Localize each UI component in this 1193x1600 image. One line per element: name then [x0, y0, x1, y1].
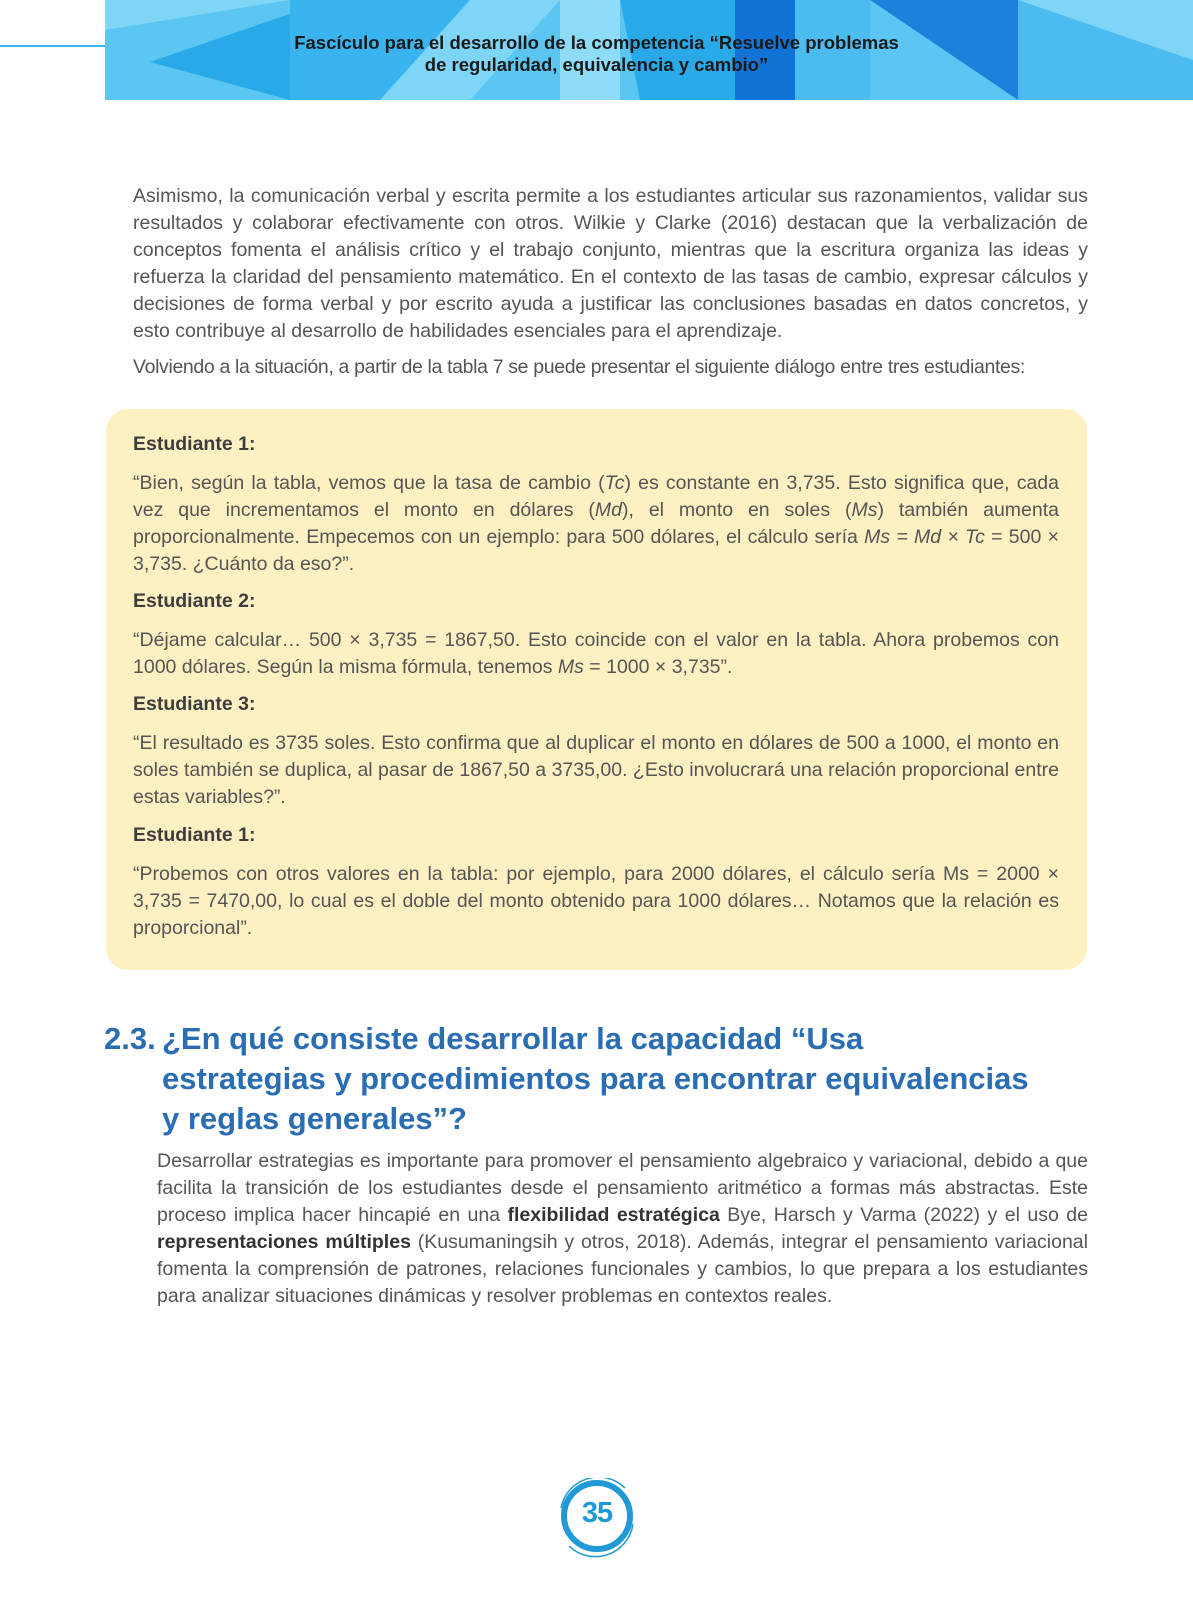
speaker-quote: “El resultado es 3735 soles. Esto confirma que al duplicar el monto en dólares de 500 a 1000, el monto en soles también se duplica, al pasar de 1867,50 a 3735,00. ¿Esto involucrará una relación proporcional entre estas variables?”. — [133, 732, 1059, 808]
running-header-line-1: Fascículo para el desarrollo de la competencia “Resuelve problemas — [294, 32, 899, 53]
section-heading-line-1 — [104, 1019, 1104, 1059]
body-text: (Kusumaningsih y otros, 2018). Además, integrar el pensamiento variacional fomenta la comprensión de patrones, relaciones funcionales y cambios, lo que prepara a los estudiantes para analizar situaciones dinámicas y resolver problemas en contextos reales. — [157, 1231, 1088, 1307]
speaker-quote — [133, 470, 1059, 578]
speaker-label: Estudiante 3: — [133, 693, 256, 715]
emphasis-term: flexibilidad estratégica — [507, 1204, 720, 1226]
variable-ms: Ms — [557, 656, 584, 678]
section-body-paragraph — [157, 1148, 1088, 1310]
intro-paragraph-2: Volviendo a la situación, a partir de la tabla 7 se puede presentar el siguiente diálogo entre tres estudiantes: — [133, 356, 1025, 378]
quote-text: “Déjame calcular… 500 × 3,735 = 1867,50. Esto coincide con el valor en la tabla. Ahora probemos con 1000 dólares. Según la misma fórmula, tenemos — [133, 629, 1059, 678]
body-text: Bye, Harsch y Varma (2022) y el uso de — [719, 1204, 1088, 1226]
speaker-label: Estudiante 1: — [133, 824, 256, 846]
variable-md: Md — [594, 499, 623, 521]
section-number: 2.3. — [104, 1021, 156, 1056]
running-header-line-2: de regularidad, equivalencia y cambio” — [424, 54, 769, 75]
section-title-text: ¿En qué consiste desarrollar la capacidad “Usa — [162, 1021, 864, 1056]
section-heading-line-3: y reglas generales”? — [162, 1101, 467, 1136]
speaker-label: Estudiante 1: — [133, 433, 256, 455]
header-banner — [0, 0, 1193, 100]
quote-text: = 1000 × 3,735”. — [583, 656, 733, 678]
body-text: Desarrollar estrategias es importante para promover el pensamiento algebraico y variacional, debido a que facilita la transición de los estudiantes desde el pensamiento aritmético a formas más abstractas. Este proceso implica hacer hincapié en una — [157, 1150, 1088, 1226]
emphasis-term: representaciones múltiples — [157, 1231, 411, 1253]
quote-text: ) también aumenta proporcionalmente. Empecemos con un ejemplo: para 500 dólares, el cálculo sería — [133, 499, 1059, 548]
variable-ms: Ms — [851, 499, 878, 521]
variable-tc: Tc — [604, 472, 625, 494]
quote-text: ), el monto en soles ( — [622, 499, 852, 521]
formula: Ms = Md × Tc — [864, 526, 985, 548]
quote-text: = 500 × 3,735. ¿Cuánto da eso?”. — [133, 526, 1059, 575]
page-number: 35 — [581, 1497, 613, 1529]
speaker-quote: “Probemos con otros valores en la tabla: por ejemplo, para 2000 dólares, el cálculo sería Ms = 2000 × 3,735 = 7470,00, lo cual es el doble del monto obtenido para 1000 dólares… Notamos que la relación es proporcional”. — [133, 863, 1059, 939]
quote-text: ) es constante en 3,735. Esto significa que, cada vez que incrementamos el monto en dólares ( — [133, 472, 1059, 521]
speaker-quote — [133, 627, 1059, 681]
section-heading-line-2: estrategias y procedimientos para encontrar equivalencias — [162, 1061, 1029, 1096]
running-header-title — [0, 32, 1193, 76]
speaker-label: Estudiante 2: — [133, 590, 256, 612]
section-heading — [104, 1019, 1104, 1139]
intro-paragraph-1: Asimismo, la comunicación verbal y escrita permite a los estudiantes articular sus razonamientos, validar sus resultados y colaborar efectivamente con otros. Wilkie y Clarke (2016) destacan que la verbalización de conceptos fomenta el análisis crítico y el trabajo conjunto, mientras que la escritura organiza las ideas y refuerza la claridad del pensamiento matemático. En el contexto de las tasas de cambio, expresar cálculos y decisiones de forma verbal y por escrito ayuda a justificar las conclusiones basadas en datos concretos, y esto contribuye al desarrollo de habilidades esenciales para el aprendizaje. — [133, 185, 1088, 342]
quote-text: “Bien, según la tabla, vemos que la tasa de cambio ( — [133, 472, 605, 494]
